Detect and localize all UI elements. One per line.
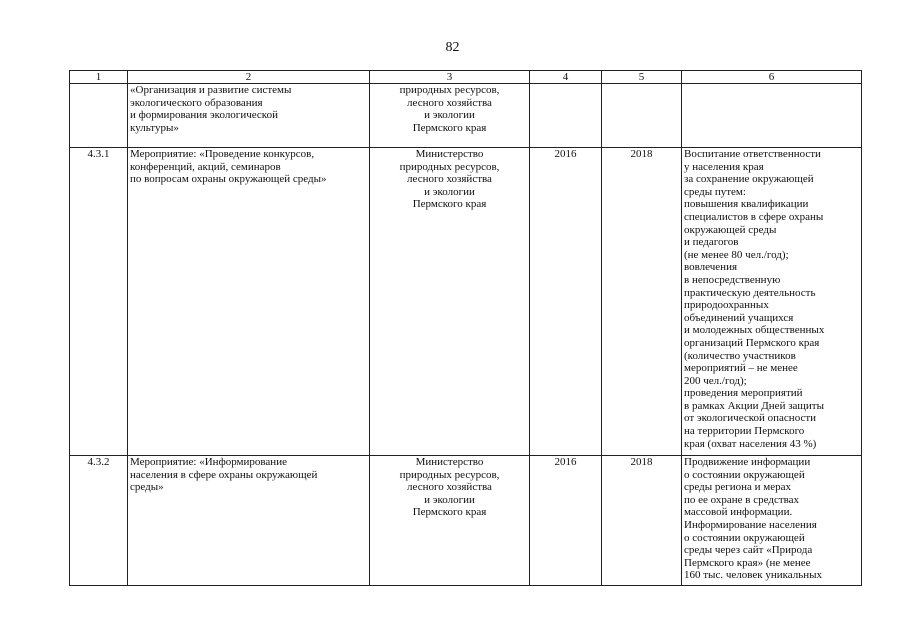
result-line: среды через сайт «Природа xyxy=(684,544,813,557)
result-line: о состоянии окружающей xyxy=(684,531,805,544)
result-line: окружающей среды xyxy=(684,223,777,236)
start-year: 2016 xyxy=(530,456,602,586)
result-line: (не менее 80 чел./год); xyxy=(684,248,789,261)
measure-name-line: среды» xyxy=(130,481,164,494)
result-line: Воспитание ответственности xyxy=(684,148,821,160)
table-row xyxy=(70,456,862,586)
result-line: организаций Пермского края xyxy=(684,336,820,349)
executor-line: Министерство xyxy=(415,148,484,160)
measure-name-line: «Организация и развитие системы xyxy=(130,84,292,96)
end-year xyxy=(602,84,682,148)
result-line: среды путем: xyxy=(684,185,746,198)
result-line: и педагогов xyxy=(684,236,739,249)
result-line: объединений учащихся xyxy=(684,311,794,324)
result-line: на территории Пермского xyxy=(684,425,805,438)
expected-result xyxy=(682,148,862,456)
executor-line: природных ресурсов, xyxy=(399,468,500,481)
column-header-1: 1 xyxy=(70,71,128,84)
column-header-6: 6 xyxy=(682,71,862,84)
executor-line: Пермского края xyxy=(412,198,487,211)
executor-line: природных ресурсов, xyxy=(399,160,500,173)
measures-table xyxy=(69,70,862,586)
result-line: вовлечения xyxy=(684,261,738,274)
page-number: 82 xyxy=(445,40,460,55)
measure-name xyxy=(128,148,370,456)
measure-name-line: населения в сфере охраны окружающей xyxy=(130,468,318,481)
result-line: 160 тыс. человек уникальных xyxy=(684,569,823,582)
measure-name-line: экологического образования xyxy=(130,96,263,109)
result-line: у населения края xyxy=(684,160,764,173)
expected-result xyxy=(682,456,862,586)
result-line: природоохранных xyxy=(684,299,769,312)
column-header-4: 4 xyxy=(530,71,602,84)
start-year xyxy=(530,84,602,148)
executor-line: лесного хозяйства xyxy=(407,173,492,186)
executor-line: лесного хозяйства xyxy=(407,96,492,109)
result-line: Пермского края» (не менее xyxy=(684,556,811,569)
start-year: 2016 xyxy=(530,148,602,456)
table-row xyxy=(70,148,862,456)
result-line: практическую деятельность xyxy=(684,286,816,299)
result-line: края (охват населения 43 %) xyxy=(684,437,817,450)
header-row xyxy=(70,71,862,84)
result-line: в рамках Акции Дней защиты xyxy=(684,399,824,412)
result-line: среды региона и мерах xyxy=(684,481,792,494)
measure-name-line: Мероприятие: «Информирование xyxy=(130,456,287,468)
expected-result xyxy=(682,84,862,148)
executor xyxy=(370,148,530,456)
table-row xyxy=(70,84,862,148)
executor xyxy=(370,456,530,586)
executor-line: Пермского края xyxy=(412,506,487,519)
executor-line: природных ресурсов, xyxy=(399,84,500,96)
executor-line: и экологии xyxy=(424,493,475,506)
executor-line: Министерство xyxy=(415,456,484,468)
column-header-5: 5 xyxy=(602,71,682,84)
row-number: 4.3.2 xyxy=(70,456,128,586)
measure-name-line: и формирования экологической xyxy=(130,109,278,122)
result-line: и молодежных общественных xyxy=(684,324,825,337)
end-year: 2018 xyxy=(602,148,682,456)
result-line: по ее охране в средствах xyxy=(684,493,800,506)
result-line: (количество участников xyxy=(684,349,796,362)
result-line: за сохранение окружающей xyxy=(684,173,814,186)
executor-line: и экологии xyxy=(424,109,475,122)
result-line: массовой информации. xyxy=(684,506,793,519)
result-line: от экологической опасности xyxy=(684,412,817,425)
executor-line: Пермского края xyxy=(412,121,487,134)
measure-name-line: культуры» xyxy=(130,121,179,134)
measure-name-line: по вопросам охраны окружающей среды» xyxy=(130,173,327,186)
executor xyxy=(370,84,530,148)
result-line: проведения мероприятий xyxy=(684,387,803,400)
result-line: повышения квалификации xyxy=(684,198,809,211)
result-line: мероприятий – не менее xyxy=(684,362,798,375)
row-number: 4.3.1 xyxy=(70,148,128,456)
column-header-3: 3 xyxy=(370,71,530,84)
row-number xyxy=(70,84,128,148)
end-year: 2018 xyxy=(602,456,682,586)
result-line: в непосредственную xyxy=(684,273,781,286)
measure-name-line: Мероприятие: «Проведение конкурсов, xyxy=(130,148,315,160)
result-line: Информирование населения xyxy=(684,518,817,531)
executor-line: лесного хозяйства xyxy=(407,481,492,494)
measure-name xyxy=(128,456,370,586)
result-line: 200 чел./год); xyxy=(684,374,747,387)
measure-name-line: конференций, акций, семинаров xyxy=(130,160,281,173)
result-line: специалистов в сфере охраны xyxy=(684,210,824,223)
measure-name xyxy=(128,84,370,148)
executor-line: и экологии xyxy=(424,185,475,198)
column-header-2: 2 xyxy=(128,71,370,84)
result-line: Продвижение информации xyxy=(684,456,811,468)
result-line: о состоянии окружающей xyxy=(684,468,805,481)
